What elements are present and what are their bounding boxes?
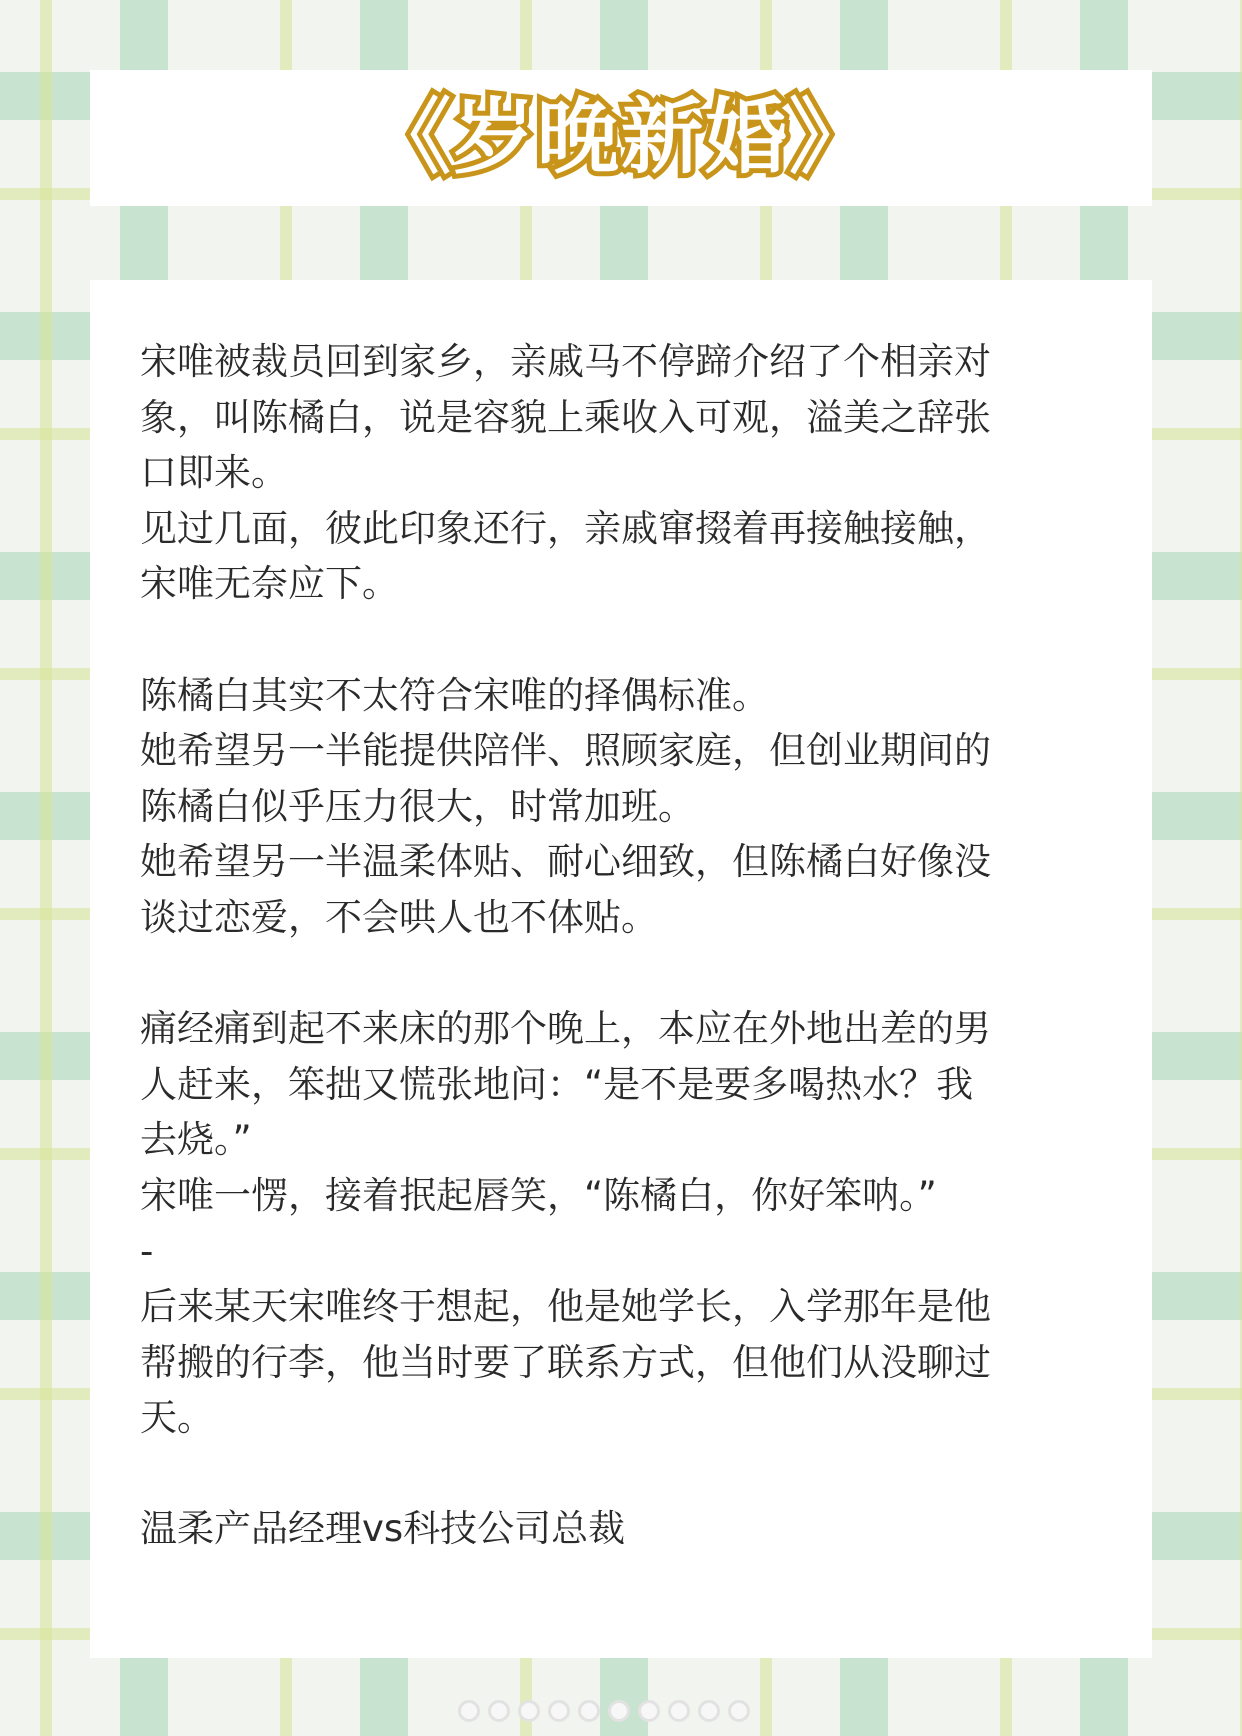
- watermark-dot: [548, 1700, 570, 1722]
- content-card: [90, 280, 1152, 1658]
- text-line: 象，叫陈橘白，说是容貌上乘收入可观，溢美之辞张: [140, 395, 991, 439]
- title-banner: [90, 70, 1152, 206]
- watermark-dot: [578, 1700, 600, 1722]
- text-line: 人赶来，笨拙又慌张地问：“是不是要多喝热水？我: [140, 1062, 974, 1106]
- text-line: 帮搬的行李，他当时要了联系方式，但他们从没聊过: [140, 1340, 991, 1384]
- watermark-dot: [458, 1700, 480, 1722]
- synopsis-text: [140, 334, 1110, 1557]
- text-line: 天。: [140, 1396, 214, 1440]
- text-line: -: [140, 1229, 154, 1273]
- paragraph-gap: [140, 612, 1110, 668]
- text-line: 去烧。”: [140, 1118, 252, 1162]
- watermark-dot: [698, 1700, 720, 1722]
- watermark-dot: [728, 1700, 750, 1722]
- text-line: 她希望另一半能提供陪伴、照顾家庭，但创业期间的: [140, 729, 991, 773]
- text-line: 痛经痛到起不来床的那个晚上，本应在外地出差的男: [140, 1007, 991, 1051]
- watermark-dot: [638, 1700, 660, 1722]
- watermark-dot: [518, 1700, 540, 1722]
- text-line: 后来某天宋唯终于想起，他是她学长，入学那年是他: [140, 1285, 991, 1329]
- book-title: 《岁晚新婚》: [368, 90, 873, 185]
- text-line: 见过几面，彼此印象还行，亲戚窜掇着再接触接触，: [140, 506, 991, 550]
- text-line: 宋唯被裁员回到家乡，亲戚马不停蹄介绍了个相亲对: [140, 340, 991, 383]
- paragraph-gap: [140, 1446, 1110, 1502]
- text-line: 宋唯无奈应下。: [140, 562, 399, 606]
- watermark-dot: [668, 1700, 690, 1722]
- watermark-dot: [608, 1700, 630, 1722]
- text-line: 宋唯一愣，接着抿起唇笑，“陈橘白，你好笨呐。”: [140, 1173, 937, 1217]
- text-line: 谈过恋爱，不会哄人也不体贴。: [140, 895, 658, 939]
- watermark-dot: [488, 1700, 510, 1722]
- paragraph-gap: [140, 946, 1110, 1002]
- text-line: 口即来。: [140, 451, 288, 495]
- text-line: 她希望另一半温柔体贴、耐心细致，但陈橘白好像没: [140, 840, 991, 884]
- text-line: 陈橘白其实不太符合宋唯的择偶标准。: [140, 673, 769, 717]
- text-line: 陈橘白似乎压力很大，时常加班。: [140, 784, 695, 828]
- watermark-dots: [458, 1700, 750, 1722]
- text-line: 温柔产品经理vs科技公司总裁: [140, 1507, 626, 1551]
